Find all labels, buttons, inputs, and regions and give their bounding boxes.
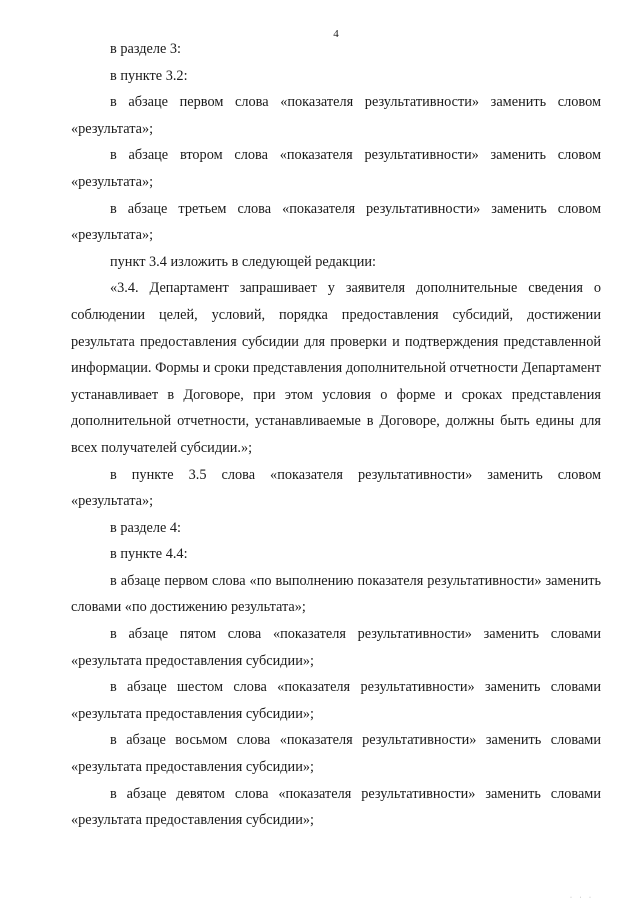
paragraph-item-4-4: в пункте 4.4:: [110, 546, 188, 563]
paragraph-item-3-2: в пункте 3.2:: [110, 67, 188, 84]
paragraph-4-4-eighth: в абзаце восьмом слова «показателя результативности» заменить словами «результата предоставления субсидии»;: [71, 732, 601, 776]
paragraph-4-4-ninth: в абзаце девятом слова «показателя результативности» заменить словами «результата предоставления субсидии»;: [71, 785, 601, 829]
paragraph-item-3-5: в пункте 3.5 слова «показателя результативности» заменить словом «результата»;: [71, 466, 601, 510]
paragraph-3-2-first: в абзаце первом слова «показателя результативности» заменить словом «результата»;: [71, 94, 601, 137]
paragraph-3-2-third: в абзаце третьем слова «показателя результативности» заменить словом «результата»;: [71, 200, 601, 244]
paragraph-item-3-4-text: «3.4. Департамент запрашивает у заявителя дополнительные сведения о соблюдении целей, условий, порядка предоставления субсидий, достижении результата предоставления субсидии для проверки и подтверждения представленной информации. Формы и сроки представления дополнительной отчетности Департамент устанавливает в Договоре, при этом условия о форме и сроках представления дополнительной отчетности, устанавливаемые в Договоре, должны быть едины для всех получателей субсидии.»;: [71, 280, 601, 456]
paragraph-4-4-fifth: в абзаце пятом слова «показателя результативности» заменить словами «результата предоставления субсидии»;: [71, 626, 601, 669]
paragraph-section-3: в разделе 3:: [110, 41, 182, 57]
paragraph-4-4-first: в абзаце первом слова «по выполнению показателя результативности» заменить словами «по достижению результата»;: [71, 572, 601, 616]
paragraph-item-3-4-intro: пункт 3.4 изложить в следующей редакции:: [110, 253, 377, 270]
paragraph-3-2-second: в абзаце втором слова «показателя результативности» заменить словом «результата»;: [71, 147, 601, 190]
paragraph-section-4: в разделе 4:: [110, 519, 182, 536]
paragraph-4-4-sixth: в абзаце шестом слова «показателя результативности» заменить словами «результата предоставления субсидии»;: [71, 679, 601, 722]
document-body: [71, 36, 601, 834]
scan-mark: · · ·: [570, 895, 594, 901]
page-number: 4: [333, 28, 339, 40]
